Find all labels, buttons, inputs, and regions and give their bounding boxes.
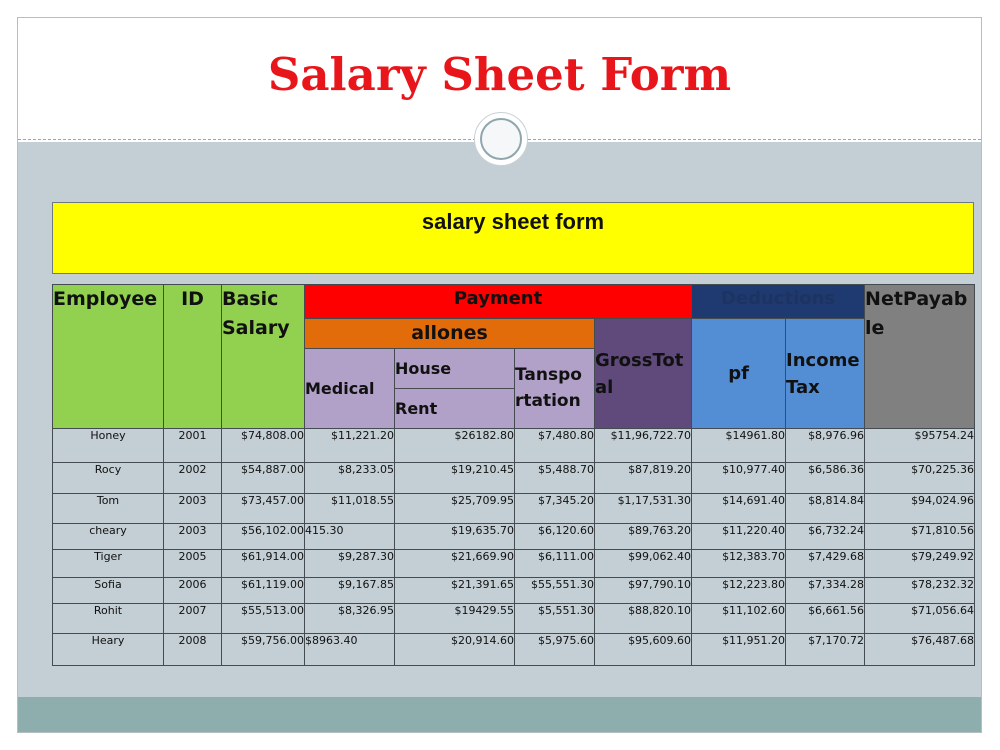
table-cell: $6,111.00 — [515, 550, 595, 578]
table-cell: $8,976.96 — [786, 429, 865, 463]
table-cell: Rocy — [53, 463, 164, 494]
table-cell: $6,586.36 — [786, 463, 865, 494]
table-row — [53, 463, 975, 494]
table-cell: 2005 — [164, 550, 222, 578]
table-cell: $21,669.90 — [395, 550, 515, 578]
table-cell: $55,551.30 — [515, 578, 595, 604]
table-cell: Tom — [53, 494, 164, 524]
table-cell: $9,287.30 — [305, 550, 395, 578]
table-cell: $1,17,531.30 — [595, 494, 692, 524]
table-cell: 2003 — [164, 524, 222, 550]
table-cell: $70,225.36 — [865, 463, 975, 494]
table-cell: $61,914.00 — [222, 550, 305, 578]
table-cell: cheary — [53, 524, 164, 550]
table-cell: $89,763.20 — [595, 524, 692, 550]
header-medical: Medical — [305, 349, 395, 429]
table-cell: 2002 — [164, 463, 222, 494]
slide-title: Salary Sheet Form — [267, 48, 732, 101]
table-cell: $6,732.24 — [786, 524, 865, 550]
header-deductions: Deductions — [692, 285, 865, 319]
table-cell: $54,887.00 — [222, 463, 305, 494]
table-cell: $88,820.10 — [595, 604, 692, 634]
table-cell: 415.30 — [305, 524, 395, 550]
table-row — [53, 494, 975, 524]
table-cell: $97,790.10 — [595, 578, 692, 604]
header-rent: Rent — [395, 389, 515, 429]
bottom-bar — [18, 697, 981, 732]
table-cell: $11,221.20 — [305, 429, 395, 463]
table-cell: $76,487.68 — [865, 634, 975, 666]
table-cell: $11,951.20 — [692, 634, 786, 666]
header-house: House — [395, 349, 515, 389]
header-employee: Employee — [53, 285, 164, 429]
table-cell: $74,808.00 — [222, 429, 305, 463]
table-cell: $6,120.60 — [515, 524, 595, 550]
header-id: ID — [164, 285, 222, 429]
table-cell: Rohit — [53, 604, 164, 634]
table-row — [53, 429, 975, 463]
table-cell: $19429.55 — [395, 604, 515, 634]
table-cell: Sofia — [53, 578, 164, 604]
table-cell: 2006 — [164, 578, 222, 604]
table-cell: $11,220.40 — [692, 524, 786, 550]
header-transportation: Tanspo rtation — [515, 349, 595, 429]
table-cell: $8,814.84 — [786, 494, 865, 524]
table-cell: 2003 — [164, 494, 222, 524]
table-cell: $79,249.92 — [865, 550, 975, 578]
table-cell: $11,018.55 — [305, 494, 395, 524]
table-cell: $94,024.96 — [865, 494, 975, 524]
sheet-banner — [52, 202, 974, 274]
table-cell: $59,756.00 — [222, 634, 305, 666]
table-cell: $56,102.00 — [222, 524, 305, 550]
table-cell: $73,457.00 — [222, 494, 305, 524]
table-cell: $11,102.60 — [692, 604, 786, 634]
table-cell: $61,119.00 — [222, 578, 305, 604]
table-cell: $55,513.00 — [222, 604, 305, 634]
header-net-payable: NetPayab le — [865, 285, 975, 429]
table-cell: 2007 — [164, 604, 222, 634]
table-cell: $95754.24 — [865, 429, 975, 463]
table-cell: $26182.80 — [395, 429, 515, 463]
table-row — [53, 578, 975, 604]
table-cell: $21,391.65 — [395, 578, 515, 604]
table-row — [53, 634, 975, 666]
table-cell: 2001 — [164, 429, 222, 463]
table-cell: $8,326.95 — [305, 604, 395, 634]
table-cell: $87,819.20 — [595, 463, 692, 494]
table-cell: $12,383.70 — [692, 550, 786, 578]
table-cell: $99,062.40 — [595, 550, 692, 578]
table-row — [53, 524, 975, 550]
salary-table — [52, 284, 975, 666]
table-cell: Tiger — [53, 550, 164, 578]
ring-ornament-icon — [474, 112, 528, 166]
header-pf: pf — [692, 319, 786, 429]
slide — [17, 17, 982, 733]
table-cell: $8,233.05 — [305, 463, 395, 494]
table-cell: $19,635.70 — [395, 524, 515, 550]
table-cell: $12,223.80 — [692, 578, 786, 604]
table-cell: $5,975.60 — [515, 634, 595, 666]
table-cell: $71,810.56 — [865, 524, 975, 550]
table-row — [53, 604, 975, 634]
table-cell: $7,170.72 — [786, 634, 865, 666]
table-cell: $5,551.30 — [515, 604, 595, 634]
table-row — [53, 550, 975, 578]
header-income-tax: Income Tax — [786, 319, 865, 429]
table-cell: $14961.80 — [692, 429, 786, 463]
table-cell: $11,96,722.70 — [595, 429, 692, 463]
sheet-title: salary sheet form — [421, 209, 605, 234]
table-cell: $14,691.40 — [692, 494, 786, 524]
header-allones: allones — [305, 319, 595, 349]
table-cell: Honey — [53, 429, 164, 463]
table-cell: $25,709.95 — [395, 494, 515, 524]
table-cell: $95,609.60 — [595, 634, 692, 666]
table-cell: Heary — [53, 634, 164, 666]
table-cell: $78,232.32 — [865, 578, 975, 604]
header-basic-salary: Basic Salary — [222, 285, 305, 429]
table-cell: $9,167.85 — [305, 578, 395, 604]
table-cell: $8963.40 — [305, 634, 395, 666]
table-cell: $5,488.70 — [515, 463, 595, 494]
table-cell: $71,056.64 — [865, 604, 975, 634]
table-cell: $20,914.60 — [395, 634, 515, 666]
table-cell: $7,334.28 — [786, 578, 865, 604]
header-payment: Payment — [305, 285, 692, 319]
table-cell: $7,480.80 — [515, 429, 595, 463]
table-cell: $10,977.40 — [692, 463, 786, 494]
header-gross-total: GrossTot al — [595, 319, 692, 429]
table-cell: $7,429.68 — [786, 550, 865, 578]
table-cell: $19,210.45 — [395, 463, 515, 494]
table-cell: $6,661.56 — [786, 604, 865, 634]
table-cell: 2008 — [164, 634, 222, 666]
table-cell: $7,345.20 — [515, 494, 595, 524]
